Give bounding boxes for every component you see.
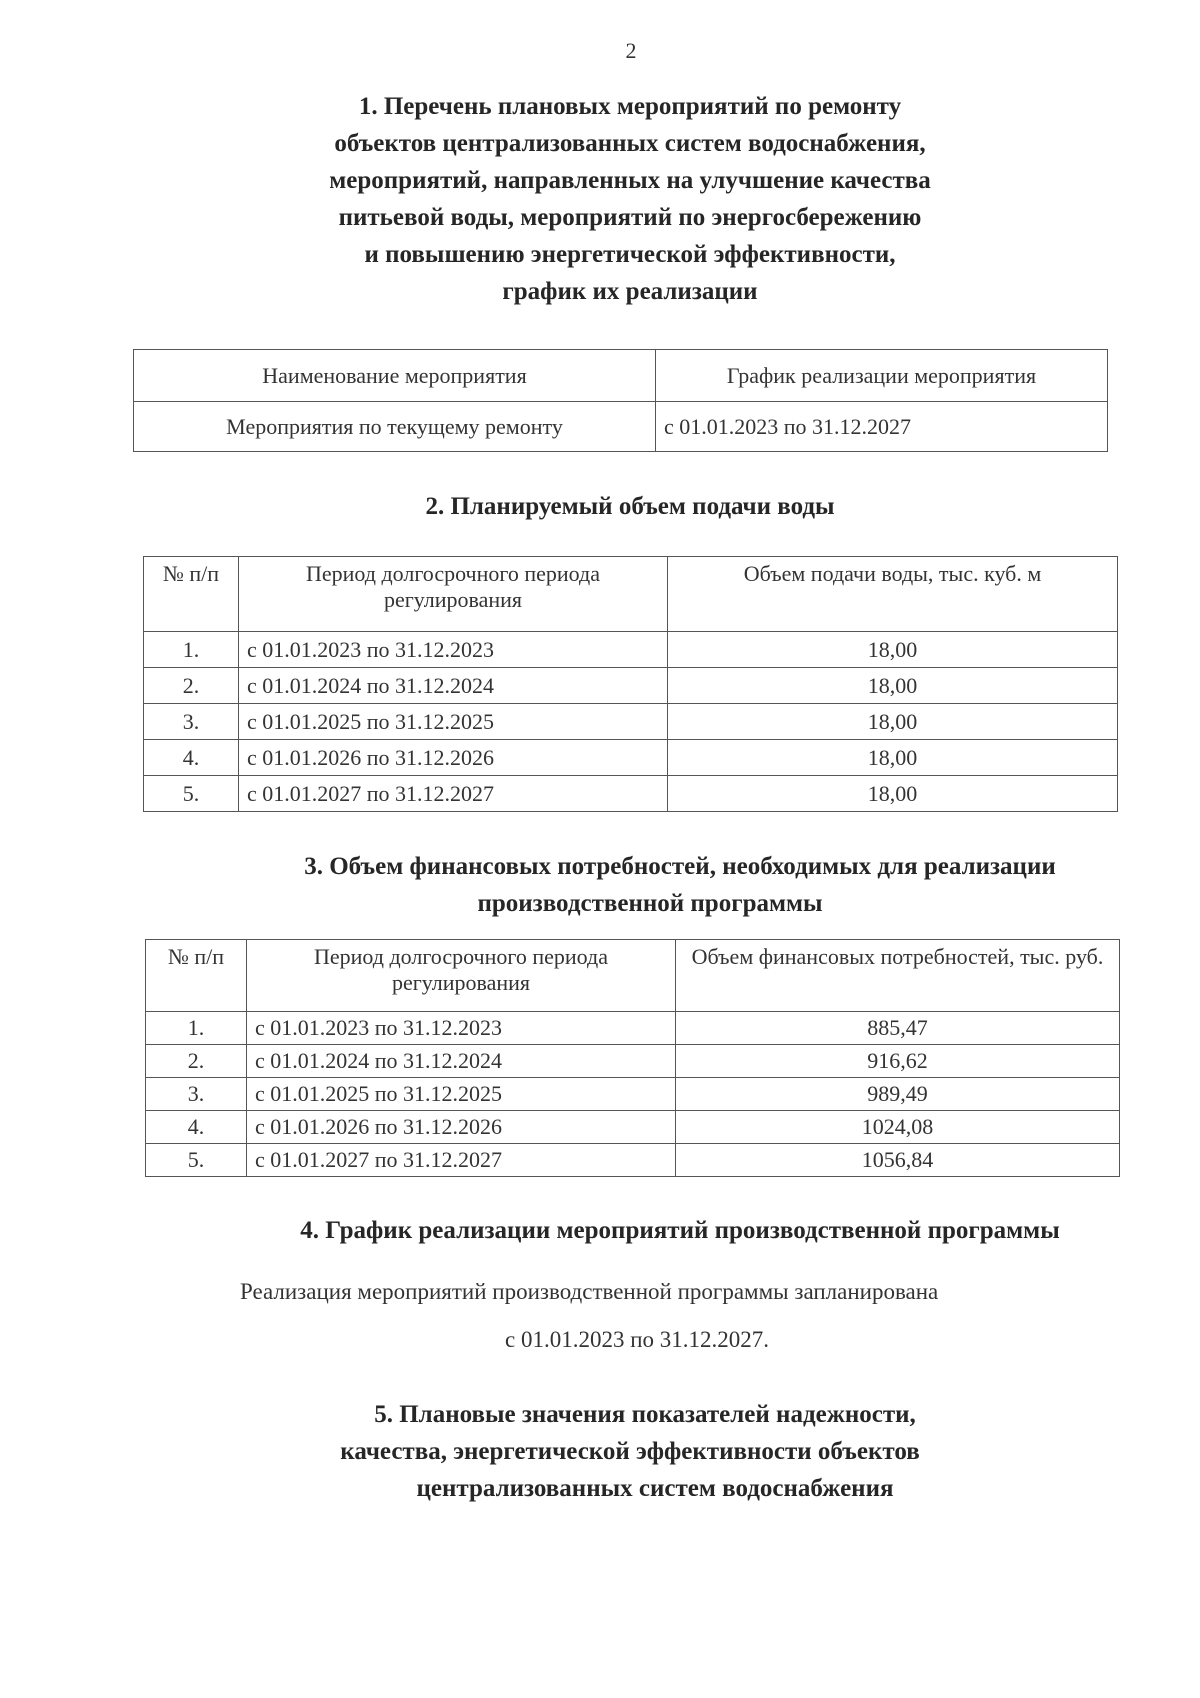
cell-schedule: с 01.01.2023 по 31.12.2027 bbox=[656, 402, 1108, 452]
cell-volume: 18,00 bbox=[668, 668, 1118, 704]
table-row bbox=[146, 1045, 1120, 1078]
cell-volume: 18,00 bbox=[668, 740, 1118, 776]
section5-title-line: централизованных систем водоснабжения bbox=[416, 1475, 894, 1502]
financial-needs-table bbox=[145, 939, 1120, 1177]
cell-period: с 01.01.2027 по 31.12.2027 bbox=[247, 1144, 676, 1177]
cell-financial: 1056,84 bbox=[676, 1144, 1120, 1177]
section1-title-line: график их реализации bbox=[502, 278, 758, 305]
section5-title bbox=[240, 1396, 1020, 1507]
table-row bbox=[146, 1012, 1120, 1045]
cell-volume: 18,00 bbox=[668, 632, 1118, 668]
section2-title-text: 2. Планируемый объем подачи воды bbox=[425, 493, 835, 520]
header-cell-period: Период долгосрочного периода регулирования bbox=[239, 557, 668, 632]
cell-number: 1. bbox=[146, 1012, 247, 1045]
cell-financial: 885,47 bbox=[676, 1012, 1120, 1045]
table-header-row bbox=[146, 940, 1120, 1012]
cell-number: 2. bbox=[146, 1045, 247, 1078]
water-supply-table bbox=[143, 556, 1118, 812]
section4-title-text: 4. График реализации мероприятий производственной программы bbox=[300, 1217, 1060, 1244]
cell-financial: 916,62 bbox=[676, 1045, 1120, 1078]
cell-period: с 01.01.2026 по 31.12.2026 bbox=[247, 1111, 676, 1144]
cell-number: 5. bbox=[146, 1144, 247, 1177]
cell-period: с 01.01.2025 по 31.12.2025 bbox=[247, 1078, 676, 1111]
table-row bbox=[144, 704, 1118, 740]
section5-title-line: 5. Плановые значения показателей надежности, bbox=[374, 1401, 916, 1428]
section1-title-line: объектов централизованных систем водоснабжения, bbox=[334, 130, 926, 157]
table-row bbox=[134, 402, 1108, 452]
cell-volume: 18,00 bbox=[668, 704, 1118, 740]
header-cell-period: Период долгосрочного периода регулирования bbox=[247, 940, 676, 1012]
cell-period: с 01.01.2024 по 31.12.2024 bbox=[239, 668, 668, 704]
section4-text-line2: с 01.01.2023 по 31.12.2027. bbox=[505, 1327, 770, 1352]
section4-title bbox=[160, 1212, 1140, 1249]
cell-period: с 01.01.2026 по 31.12.2026 bbox=[239, 740, 668, 776]
cell-number: 4. bbox=[144, 740, 239, 776]
cell-number: 3. bbox=[144, 704, 239, 740]
table-row bbox=[144, 632, 1118, 668]
cell-number: 1. bbox=[144, 632, 239, 668]
table-header-row bbox=[134, 350, 1108, 402]
section1-title bbox=[240, 88, 1020, 310]
header-cell-number: № п/п bbox=[144, 557, 239, 632]
cell-activity: Мероприятия по текущему ремонту bbox=[134, 402, 656, 452]
section3-title bbox=[160, 848, 1140, 922]
cell-number: 3. bbox=[146, 1078, 247, 1111]
header-cell-activity: Наименование мероприятия bbox=[134, 350, 656, 402]
header-cell-volume: Объем подачи воды, тыс. куб. м bbox=[668, 557, 1118, 632]
activities-table bbox=[133, 349, 1108, 452]
section3-title-line: 3. Объем финансовых потребностей, необходимых для реализации bbox=[304, 853, 1056, 880]
cell-number: 4. bbox=[146, 1111, 247, 1144]
section1-title-line: питьевой воды, мероприятий по энергосбережению bbox=[338, 204, 922, 231]
cell-period: с 01.01.2023 по 31.12.2023 bbox=[239, 632, 668, 668]
header-cell-number: № п/п bbox=[146, 940, 247, 1012]
cell-period: с 01.01.2027 по 31.12.2027 bbox=[239, 776, 668, 812]
cell-volume: 18,00 bbox=[668, 776, 1118, 812]
table-row bbox=[144, 776, 1118, 812]
cell-period: с 01.01.2025 по 31.12.2025 bbox=[239, 704, 668, 740]
cell-financial: 989,49 bbox=[676, 1078, 1120, 1111]
table-row bbox=[144, 668, 1118, 704]
section3-title-line: производственной программы bbox=[477, 890, 823, 917]
cell-period: с 01.01.2023 по 31.12.2023 bbox=[247, 1012, 676, 1045]
table-row bbox=[146, 1078, 1120, 1111]
table-row bbox=[146, 1144, 1120, 1177]
header-cell-schedule: График реализации мероприятия bbox=[656, 350, 1108, 402]
cell-number: 2. bbox=[144, 668, 239, 704]
section2-title bbox=[240, 488, 1020, 525]
header-cell-financial: Объем финансовых потребностей, тыс. руб. bbox=[676, 940, 1120, 1012]
section1-title-line: мероприятий, направленных на улучшение качества bbox=[329, 167, 931, 194]
cell-period: с 01.01.2024 по 31.12.2024 bbox=[247, 1045, 676, 1078]
section1-title-line: и повышению энергетической эффективности, bbox=[364, 241, 896, 268]
cell-number: 5. bbox=[144, 776, 239, 812]
cell-financial: 1024,08 bbox=[676, 1111, 1120, 1144]
table-row bbox=[144, 740, 1118, 776]
page-number: 2 bbox=[625, 38, 637, 63]
section4-text-line1: Реализация мероприятий производственной программы запланирована bbox=[240, 1279, 939, 1304]
table-header-row bbox=[144, 557, 1118, 632]
section5-title-line: качества, энергетической эффективности объектов bbox=[340, 1438, 920, 1465]
section1-title-line: 1. Перечень плановых мероприятий по ремонту bbox=[358, 93, 902, 120]
table-row bbox=[146, 1111, 1120, 1144]
